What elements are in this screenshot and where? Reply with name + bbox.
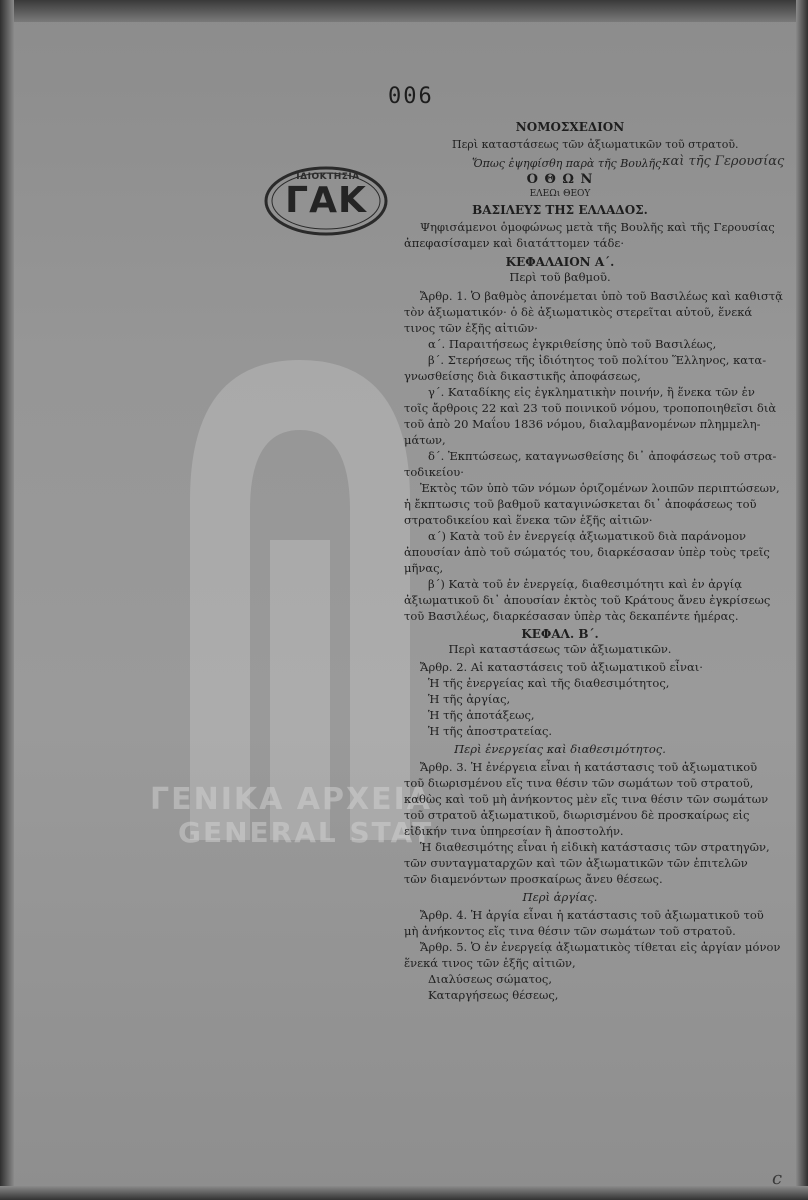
text-line: Ἡ τῆς ἀργίας, <box>428 692 511 706</box>
text-line: τῶν συνταγματαρχῶν καὶ τῶν ἀξιωματικῶν τῶν ἐπιτελῶν <box>404 856 748 870</box>
text-line: εἰδικήν τινα ὑπηρεσίαν ἢ ἀποστολήν. <box>404 824 624 838</box>
doc-title: ΝΟΜΟΣΧΕΔΙΟΝ <box>515 120 625 134</box>
by-grace-of-god: ΕΛΕΩι ΘΕΟΥ <box>529 189 591 199</box>
preamble-line-2: ἀπεφασίσαμεν καὶ διατάττομεν τάδε· <box>404 236 624 250</box>
text-line: τοδικείου· <box>404 465 464 479</box>
text-line: τοῦ στρατοῦ ἀξιωματικοῦ, διωρισμένου δὲ προσκαίρως εἰς <box>404 808 750 822</box>
text-line: α΄) Κατὰ τοῦ ἐν ἐνεργείᾳ ἀξιωματικοῦ διὰ παράνομον <box>428 529 747 543</box>
text-line: Ἡ διαθεσιμότης εἶναι ἡ εἰδικὴ κατάστασις τῶν στρατηγῶν, <box>420 840 770 854</box>
text-line: Ἄρθρ. 3. Ἡ ἐνέργεια εἶναι ἡ κατάστασις τοῦ ἀξιωματικοῦ <box>420 760 758 774</box>
watermark-text-english: GENERAL STAT <box>178 816 434 849</box>
text-line: τῶν διαμενόντων προσκαίρως ἄνευ θέσεως. <box>404 872 663 886</box>
page-edge-right <box>796 0 808 1200</box>
page-edge-left <box>0 0 14 1200</box>
text-line: Διαλύσεως σώματος, <box>428 972 552 986</box>
text-line: Ἡ τῆς ἀποστρατείας. <box>428 724 553 738</box>
text-line: Καταργήσεως θέσεως, <box>428 988 559 1002</box>
text-line: καθὼς καὶ τοῦ μὴ ἀνήκοντος μὲν εἴς τινα θέσιν τῶν σωμάτων <box>404 792 769 806</box>
chapter-a-heading: ΚΕΦΑΛΑΙΟΝ Α΄. <box>505 255 615 269</box>
text-line: ἀξιωματικοῦ δι᾽ ἀπουσίαν ἐκτὸς τοῦ Κράτους ἄνευ ἐγκρίσεως <box>404 593 771 607</box>
page-edge-bottom <box>0 1186 808 1200</box>
chapter-a-subheading: Περὶ τοῦ βαθμοῦ. <box>509 270 611 284</box>
stamp-initials: ΓΑΚ <box>285 180 367 221</box>
section-energy-heading: Περὶ ἐνεργείας καὶ διαθεσιμότητος. <box>454 742 666 756</box>
page-edge-top <box>0 0 808 22</box>
king-title: ΒΑΣΙΛΕΥΣ ΤΗΣ ΕΛΛΑΔΟΣ. <box>472 203 648 217</box>
text-line: Ἄρθρ. 5. Ὁ ἐν ἐνεργείᾳ ἀξιωματικὸς τίθεται εἰς ἀργίαν μόνον <box>420 940 781 954</box>
text-line: Ἄρθρ. 1. Ὁ βαθμὸς ἀπονέμεται ὑπὸ τοῦ Βασιλέως καὶ καθιστᾷ <box>420 289 783 303</box>
text-line: α΄. Παραιτήσεως ἐγκριθείσης ὑπὸ τοῦ Βασιλέως, <box>428 337 717 351</box>
text-line: μάτων, <box>404 433 446 447</box>
section-idle-heading: Περὶ ἀργίας. <box>522 890 598 904</box>
text-line: Ἡ τῆς ἐνεργείας καὶ τῆς διαθεσιμότητος, <box>428 676 670 690</box>
king-name: Ο Θ Ω Ν <box>526 172 594 187</box>
chapter-b-subheading: Περὶ καταστάσεως τῶν ἀξιωματικῶν. <box>448 642 672 656</box>
doc-subtitle: Περὶ καταστάσεως τῶν ἀξιωματικῶν τοῦ στρατοῦ. <box>452 138 739 151</box>
text-line: τὸν ἀξιωματικόν· ὁ δὲ ἀξιωματικὸς στερεῖται αὐτοῦ, ἕνεκά <box>404 305 753 319</box>
text-line: Ἄρθρ. 4. Ἡ ἀργία εἶναι ἡ κατάστασις τοῦ ἀξιωματικοῦ τοῦ <box>420 908 764 922</box>
text-line: μῆνας, <box>404 561 444 575</box>
text-line: γνωσθείσης διὰ δικαστικῆς ἀποφάσεως, <box>404 369 641 383</box>
text-line: δ΄. Ἐκπτώσεως, καταγνωσθείσης δι᾽ ἀποφάσεως τοῦ στρα- <box>428 449 777 463</box>
corner-mark-icon: c <box>772 1168 783 1189</box>
text-line: τοῦ ἀπὸ 20 Μαΐου 1836 νόμου, διαλαμβανομένων πλημμελη- <box>404 417 761 431</box>
text-line: Ἐκτὸς τῶν ὑπὸ τῶν νόμων ὁριζομένων λοιπῶν περιπτώσεων, <box>420 481 780 495</box>
text-line: στρατοδικείου καὶ ἕνεκα τῶν ἑξῆς αἰτιῶν· <box>404 513 653 527</box>
text-line: ἕνεκά τινος τῶν ἑξῆς αἰτιῶν, <box>404 956 576 970</box>
handwritten-note: καὶ τῆς Γερουσίας <box>662 154 785 169</box>
text-line: Ἄρθρ. 2. Αἱ καταστάσεις τοῦ ἀξιωματικοῦ εἶναι· <box>420 660 703 674</box>
voted-line: Ὅπως ἐψηφίσθη παρὰ τῆς Βουλῆς <box>472 157 662 170</box>
watermark-text-greek: ΓΕΝΙΚΑ ΑΡΧΕΙΑ <box>150 782 432 817</box>
chapter-b-heading: ΚΕΦΑΛ. Β΄. <box>521 627 599 641</box>
text-line: τοῦ Βασιλέως, διαρκέσασαν ὑπὲρ τὰς δεκαπέντε ἡμέρας. <box>404 609 739 623</box>
text-line: μὴ ἀνήκοντος εἴς τινα θέσιν τῶν σωμάτων τοῦ στρατοῦ. <box>404 924 736 938</box>
page-number: 006 <box>388 84 434 109</box>
text-line: Ἡ τῆς ἀποτάξεως, <box>428 708 535 722</box>
text-line: ἡ ἔκπτωσις τοῦ βαθμοῦ καταγινώσκεται δι᾽ ἀποφάσεως τοῦ <box>404 497 757 511</box>
text-line: τοῦ διωρισμένου εἴς τινα θέσιν τῶν σωμάτων τοῦ στρατοῦ, <box>404 776 754 790</box>
text-line: τοῖς ἄρθροις 22 καὶ 23 τοῦ ποινικοῦ νόμου, τροποποιηθεῖσι διὰ <box>404 401 777 415</box>
preamble-line-1: Ψηφισάμενοι ὁμοφώνως μετὰ τῆς Βουλῆς καὶ τῆς Γερουσίας <box>420 220 775 234</box>
stamp-label: ΙΔΙΟΚΤΗΣΙΑ <box>296 172 360 182</box>
text-line: γ΄. Καταδίκης εἰς ἐγκληματικὴν ποινήν, ἢ ἕνεκα τῶν ἐν <box>428 385 755 399</box>
text-line: β΄) Κατὰ τοῦ ἐν ἐνεργείᾳ, διαθεσιμότητι καὶ ἐν ἀργίᾳ <box>428 577 742 591</box>
text-line: τινος τῶν ἑξῆς αἰτιῶν· <box>404 321 538 335</box>
text-line: β΄. Στερήσεως τῆς ἰδιότητος τοῦ πολίτου Ἕλληνος, κατα- <box>428 353 767 367</box>
text-line: ἀπουσίαν ἀπὸ τοῦ σώματός του, διαρκέσασαν ὑπὲρ τοὺς τρεῖς <box>404 545 770 559</box>
